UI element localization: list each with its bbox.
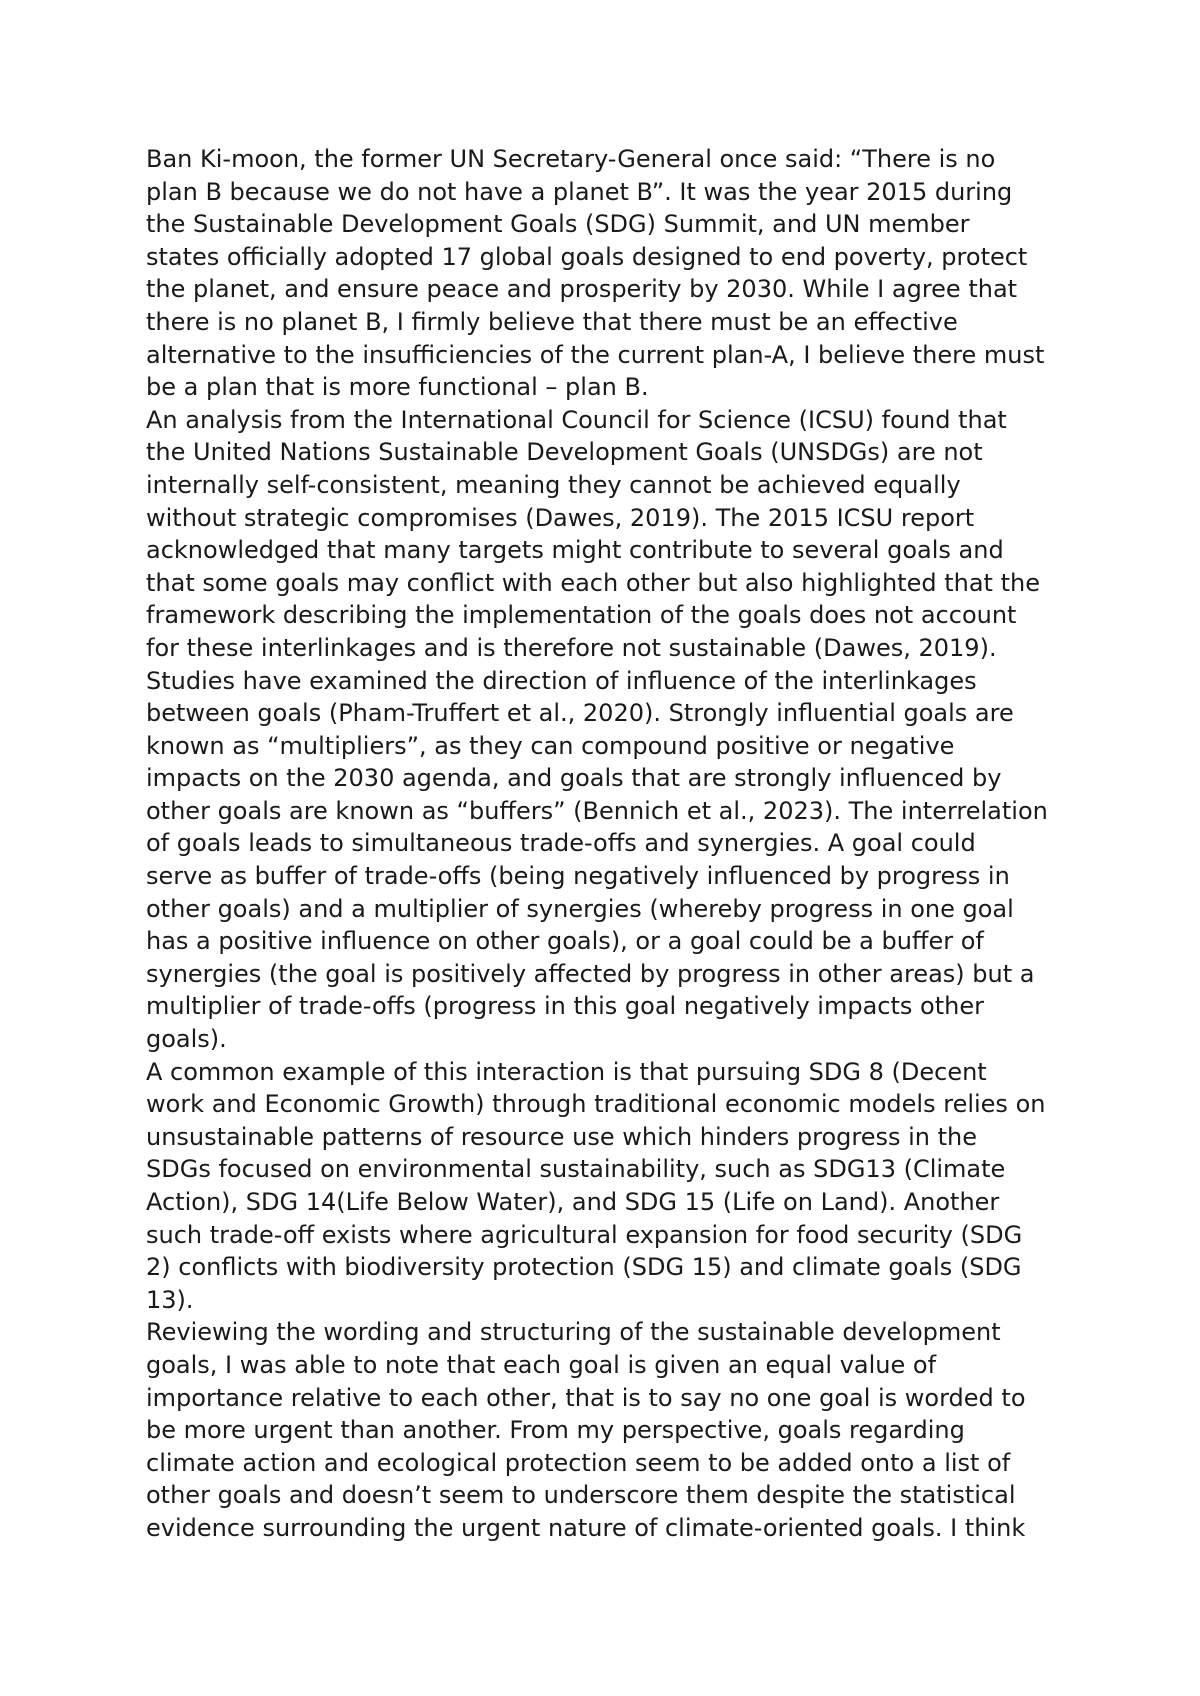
text-line: be more urgent than another. From my perspective, goals regarding xyxy=(146,1416,965,1445)
text-line: synergies (the goal is positively affected by progress in other areas) but a xyxy=(146,959,1035,988)
text-line: unsustainable patterns of resource use which hinders progress in the xyxy=(146,1122,978,1151)
text-line: evidence surrounding the urgent nature of climate-oriented goals. I think xyxy=(146,1513,1026,1542)
text-line: SDGs focused on environmental sustainability, such as SDG13 (Climate xyxy=(146,1155,1006,1184)
text-line: without strategic compromises (Dawes, 2019). The 2015 ICSU report xyxy=(146,503,975,532)
text-line: has a positive influence on other goals), or a goal could be a buffer of xyxy=(146,927,984,956)
text-line: plan B because we do not have a planet B”. It was the year 2015 during xyxy=(146,177,1013,206)
text-line: between goals (Pham-Truffert et al., 2020). Strongly influential goals are xyxy=(146,699,1014,728)
document-body-text xyxy=(146,143,1086,1545)
text-line: that some goals may conflict with each other but also highlighted that the xyxy=(146,568,1040,597)
text-line: known as “multipliers”, as they can compound positive or negative xyxy=(146,731,955,760)
text-line: other goals) and a multiplier of synergies (whereby progress in one goal xyxy=(146,894,1014,923)
text-line: 2) conflicts with biodiversity protection (SDG 15) and climate goals (SDG xyxy=(146,1253,1022,1282)
text-line: internally self-consistent, meaning they cannot be achieved equally xyxy=(146,470,961,499)
text-line: other goals and doesn’t seem to underscore them despite the statistical xyxy=(146,1481,1016,1510)
text-line: goals). xyxy=(146,1025,227,1054)
text-line: such trade-off exists where agricultural expansion for food security (SDG xyxy=(146,1220,1023,1249)
text-line: Studies have examined the direction of influence of the interlinkages xyxy=(146,666,977,695)
text-line: Action), SDG 14(Life Below Water), and SDG 15 (Life on Land). Another xyxy=(146,1188,1000,1216)
text-line: goals, I was able to note that each goal is given an equal value of xyxy=(146,1350,937,1379)
text-line: An analysis from the International Council for Science (ICSU) found that xyxy=(146,405,1007,434)
text-line: impacts on the 2030 agenda, and goals that are strongly influenced by xyxy=(146,764,1002,793)
text-line: there is no planet B, I firmly believe that there must be an effective xyxy=(146,307,958,336)
text-line: other goals are known as “buffers” (Bennich et al., 2023). The interrelation xyxy=(146,796,1048,825)
text-line: the Sustainable Development Goals (SDG) Summit, and UN member xyxy=(146,210,970,239)
text-line: 13). xyxy=(146,1285,194,1314)
text-line: the United Nations Sustainable Development Goals (UNSDGs) are not xyxy=(146,438,983,467)
text-line: Ban Ki-moon, the former UN Secretary-General once said: “There is no xyxy=(146,145,996,173)
text-line: states officially adopted 17 global goals designed to end poverty, protect xyxy=(146,242,1028,271)
text-line: acknowledged that many targets might contribute to several goals and xyxy=(146,536,1004,565)
text-line: multiplier of trade-offs (progress in this goal negatively impacts other xyxy=(146,992,984,1021)
text-line: of goals leads to simultaneous trade-offs and synergies. A goal could xyxy=(146,829,976,858)
text-line: the planet, and ensure peace and prosperity by 2030. While I agree that xyxy=(146,275,1018,304)
text-line: framework describing the implementation of the goals does not account xyxy=(146,601,1017,630)
text-line: for these interlinkages and is therefore not sustainable (Dawes, 2019). xyxy=(146,633,997,662)
text-line: serve as buffer of trade-offs (being negatively influenced by progress in xyxy=(146,862,1010,891)
text-line: climate action and ecological protection seem to be added onto a list of xyxy=(146,1448,1011,1477)
text-line: A common example of this interaction is that pursuing SDG 8 (Decent xyxy=(146,1057,987,1086)
text-line: work and Economic Growth) through traditional economic models relies on xyxy=(146,1090,1046,1119)
text-line: be a plan that is more functional – plan B. xyxy=(146,373,649,402)
text-line: alternative to the insufficiencies of the current plan-A, I believe there must xyxy=(146,340,1045,369)
text-line: Reviewing the wording and structuring of the sustainable development xyxy=(146,1318,1001,1347)
text-line: importance relative to each other, that is to say no one goal is worded to xyxy=(146,1383,1026,1412)
